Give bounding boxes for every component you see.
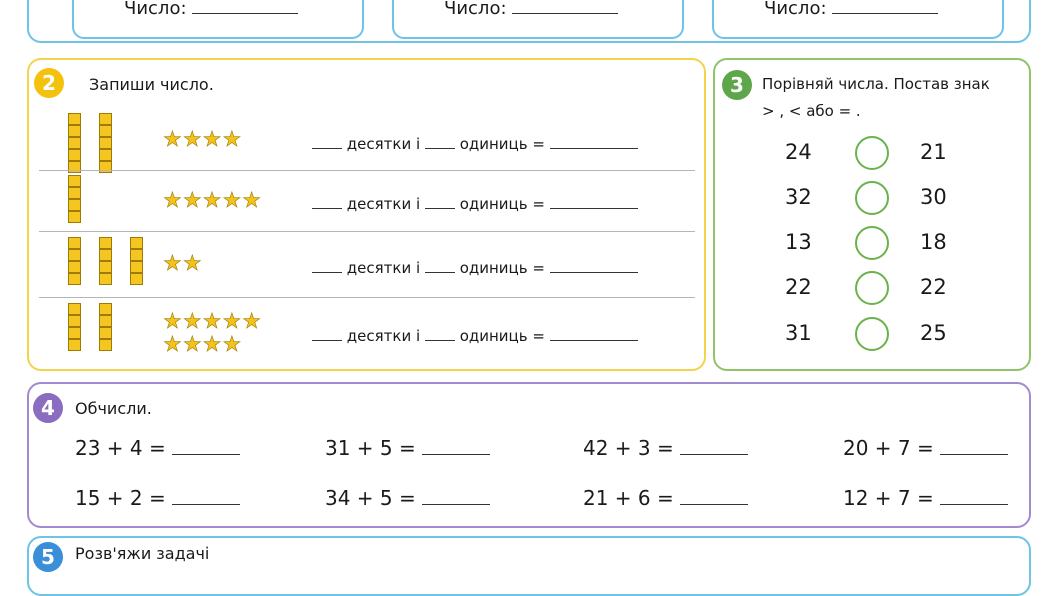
exercise-answer-line[interactable] xyxy=(680,490,748,505)
ones-answer-line[interactable] xyxy=(425,134,455,149)
number-answer-line[interactable] xyxy=(550,326,638,341)
task2-row-2 xyxy=(39,172,695,234)
compare-row-1 xyxy=(785,136,975,176)
exercise-answer-line[interactable] xyxy=(680,440,748,455)
compare-row-4 xyxy=(785,271,975,311)
exercise-answer-line[interactable] xyxy=(940,440,1008,455)
tens-rod xyxy=(99,303,112,351)
tens-answer-line[interactable] xyxy=(312,258,342,273)
task4-number-badge: 4 xyxy=(33,393,63,423)
task2-row-1 xyxy=(39,110,695,172)
task2-panel xyxy=(27,58,706,371)
task1-panel xyxy=(27,0,1031,43)
task5-panel xyxy=(27,536,1031,596)
row-divider xyxy=(39,231,695,232)
tens-rod xyxy=(68,303,81,351)
tens-answer-line[interactable] xyxy=(312,134,342,149)
number-card-1 xyxy=(72,0,364,39)
task2-row-4-equation: десятки і одиниць = xyxy=(312,326,638,345)
tens-rod xyxy=(99,113,112,173)
tens-rod xyxy=(68,175,81,223)
number-card-3 xyxy=(712,0,1004,39)
ones-stars: ★★ xyxy=(163,251,203,275)
compare-left-number: 31 xyxy=(785,321,812,345)
exercise-answer-line[interactable] xyxy=(172,440,240,455)
task2-row-2-equation: десятки і одиниць = xyxy=(312,194,638,213)
ones-stars: ★★★★ xyxy=(163,332,243,356)
number-card-2 xyxy=(392,0,684,39)
task2-row-3-equation: десятки і одиниць = xyxy=(312,258,638,277)
number-answer-line[interactable] xyxy=(550,134,638,149)
compare-right-number: 30 xyxy=(920,185,947,209)
tens-rod xyxy=(68,237,81,285)
exercise-4: 20 + 7 = xyxy=(843,436,1008,460)
task2-row-4 xyxy=(39,300,695,362)
number-label-1: Число: xyxy=(124,0,298,19)
compare-sign-circle[interactable] xyxy=(855,181,889,215)
ones-answer-line[interactable] xyxy=(425,326,455,341)
exercise-answer-line[interactable] xyxy=(940,490,1008,505)
tens-answer-line[interactable] xyxy=(312,326,342,341)
compare-row-2 xyxy=(785,181,975,221)
compare-left-number: 22 xyxy=(785,275,812,299)
exercise-5: 15 + 2 = xyxy=(75,486,240,510)
exercise-2: 31 + 5 = xyxy=(325,436,490,460)
compare-sign-circle[interactable] xyxy=(855,226,889,260)
row-divider xyxy=(39,170,695,171)
exercise-answer-line[interactable] xyxy=(422,490,490,505)
exercise-3: 42 + 3 = xyxy=(583,436,748,460)
exercise-1: 23 + 4 = xyxy=(75,436,240,460)
row-divider xyxy=(39,297,695,298)
compare-right-number: 25 xyxy=(920,321,947,345)
task3-title-line2: > , < або = . xyxy=(762,102,861,120)
number-label-2: Число: xyxy=(444,0,618,19)
compare-left-number: 13 xyxy=(785,230,812,254)
exercise-answer-line[interactable] xyxy=(422,440,490,455)
compare-row-5 xyxy=(785,317,975,357)
compare-right-number: 22 xyxy=(920,275,947,299)
task2-title: Запиши число. xyxy=(89,75,214,94)
exercise-8: 12 + 7 = xyxy=(843,486,1008,510)
compare-sign-circle[interactable] xyxy=(855,136,889,170)
tens-rod xyxy=(99,237,112,285)
compare-sign-circle[interactable] xyxy=(855,317,889,351)
tens-rod xyxy=(68,113,81,173)
task3-number-badge: 3 xyxy=(722,70,752,100)
number-answer-line-2[interactable] xyxy=(512,0,618,14)
compare-left-number: 32 xyxy=(785,185,812,209)
task5-title: Розв'яжи задачі xyxy=(75,544,210,563)
ones-stars: ★★★★★ xyxy=(163,309,263,333)
tens-rod xyxy=(130,237,143,285)
task3-title-line1: Порівняй числа. Постав знак xyxy=(762,75,990,93)
compare-right-number: 18 xyxy=(920,230,947,254)
number-answer-line-1[interactable] xyxy=(192,0,298,14)
task2-row-1-equation: десятки і одиниць = xyxy=(312,134,638,153)
compare-row-3 xyxy=(785,226,975,266)
exercise-7: 21 + 6 = xyxy=(583,486,748,510)
compare-sign-circle[interactable] xyxy=(855,271,889,305)
number-answer-line[interactable] xyxy=(550,194,638,209)
task5-number-badge: 5 xyxy=(33,542,63,572)
task4-title: Обчисли. xyxy=(75,399,152,418)
compare-left-number: 24 xyxy=(785,140,812,164)
exercise-6: 34 + 5 = xyxy=(325,486,490,510)
ones-stars: ★★★★ xyxy=(163,127,243,151)
task3-panel xyxy=(713,58,1031,371)
task2-row-3 xyxy=(39,234,695,296)
number-label-3: Число: xyxy=(764,0,938,19)
ones-stars: ★★★★★ xyxy=(163,188,263,212)
task4-panel xyxy=(27,382,1031,528)
task2-number-badge: 2 xyxy=(34,68,64,98)
compare-right-number: 21 xyxy=(920,140,947,164)
number-answer-line[interactable] xyxy=(550,258,638,273)
ones-answer-line[interactable] xyxy=(425,258,455,273)
number-answer-line-3[interactable] xyxy=(832,0,938,14)
ones-answer-line[interactable] xyxy=(425,194,455,209)
exercise-answer-line[interactable] xyxy=(172,490,240,505)
tens-answer-line[interactable] xyxy=(312,194,342,209)
